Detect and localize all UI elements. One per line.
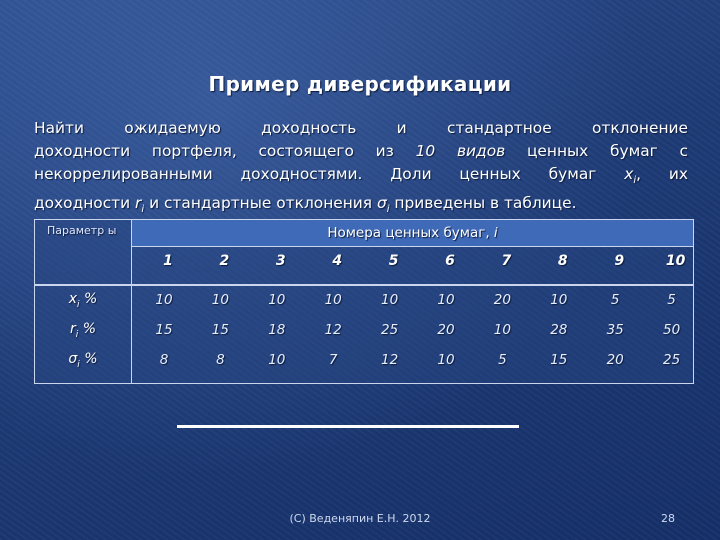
table-cell: 20 [437, 322, 455, 338]
paragraph-text: приведены в таблице. [394, 194, 577, 213]
table-cell: 20 [493, 292, 511, 308]
var-x: x [624, 165, 634, 183]
paragraph-text: доходности портфеля, состоящего из [34, 142, 394, 160]
table-cell: 12 [324, 322, 342, 338]
table-cell: 15 [550, 352, 568, 368]
row-label-symbol: x [68, 291, 77, 307]
column-header: 9 [614, 253, 625, 269]
column-header: 10 [665, 253, 686, 269]
table-cell: 35 [606, 322, 624, 338]
group-header-var: i [493, 225, 498, 241]
paragraph-line-1: Найти ожидаемую доходность и стандартное отклонение [34, 119, 688, 137]
paragraph-text: и стандартные отклонения [149, 194, 373, 213]
table-cell: 10 [268, 292, 286, 308]
row-label-unit: % [79, 351, 98, 367]
table-cell: 10 [211, 292, 229, 308]
paragraph-text: ценных бумаг с [526, 142, 688, 160]
page-number: 28 [661, 512, 675, 525]
row-label [35, 321, 131, 340]
task-paragraph [34, 117, 688, 221]
column-header: 2 [219, 253, 230, 269]
paragraph-line-2 [34, 140, 688, 163]
table-cell: 5 [667, 292, 676, 308]
table-cell: 25 [381, 322, 399, 338]
table-divider-horizontal [132, 246, 693, 247]
table-cell: 8 [216, 352, 225, 368]
group-header [132, 220, 693, 246]
table-cell: 5 [498, 352, 507, 368]
table-cell: 10 [437, 292, 455, 308]
paragraph-text: , их [636, 165, 688, 183]
table-cell: 15 [211, 322, 229, 338]
paragraph-text: доходности [34, 194, 131, 213]
column-header: 4 [332, 253, 343, 269]
table-cell: 8 [159, 352, 169, 368]
group-header-label: Номера ценных бумаг, [327, 225, 490, 241]
paragraph-line-3 [34, 163, 688, 192]
table-cell: 10 [268, 352, 286, 368]
column-header: 7 [501, 253, 512, 269]
column-header: 3 [275, 253, 286, 269]
table-cell: 10 [550, 292, 568, 308]
table-cell: 20 [606, 352, 624, 368]
column-header: 5 [388, 253, 399, 269]
table-cell: 10 [437, 352, 455, 368]
var-sigma: σ [376, 194, 387, 213]
row-label-unit: % [79, 291, 98, 307]
table-cell: 28 [550, 322, 568, 338]
row-label-symbol: σ [68, 351, 78, 367]
row-label-unit: % [78, 321, 97, 337]
var-sigma-sub: i [386, 204, 390, 216]
decorative-divider [177, 425, 519, 428]
paragraph-line-4 [34, 192, 688, 221]
table-cell: 5 [610, 292, 620, 308]
securities-table [34, 219, 694, 384]
var-r: r [135, 194, 142, 213]
table-cell: 10 [324, 292, 342, 308]
paragraph-text: некоррелированными доходностями. Доли ценных бумаг [34, 165, 597, 183]
table-cell: 15 [155, 322, 173, 338]
table-cell: 50 [663, 322, 681, 338]
table-cell: 12 [381, 352, 399, 368]
row-label-subscript: i [75, 329, 79, 340]
table-cell: 7 [328, 352, 338, 368]
paragraph-emphasis: 10 видов [415, 142, 506, 160]
var-r-sub: i [141, 204, 145, 216]
row-label-subscript: i [77, 359, 80, 370]
footer-copyright: (C) Веденяпин Е.Н. 2012 [289, 512, 431, 525]
table-cell: 25 [663, 352, 681, 368]
row-label [35, 291, 131, 310]
table-cell: 10 [381, 292, 399, 308]
table-cell: 18 [268, 322, 286, 338]
column-header: 8 [557, 253, 568, 269]
column-header: 1 [163, 253, 173, 269]
column-header: 6 [445, 253, 455, 269]
row-label-symbol: r [69, 321, 76, 337]
table-cell: 10 [155, 292, 173, 308]
slide-title: Пример диверсификации [208, 72, 512, 96]
row-label-subscript: i [77, 299, 80, 310]
param-header: Параметр ы [47, 224, 117, 237]
row-label [35, 351, 131, 370]
table-header-divider [35, 284, 693, 286]
table-cell: 10 [493, 322, 511, 338]
var-x-sub: i [633, 175, 637, 187]
